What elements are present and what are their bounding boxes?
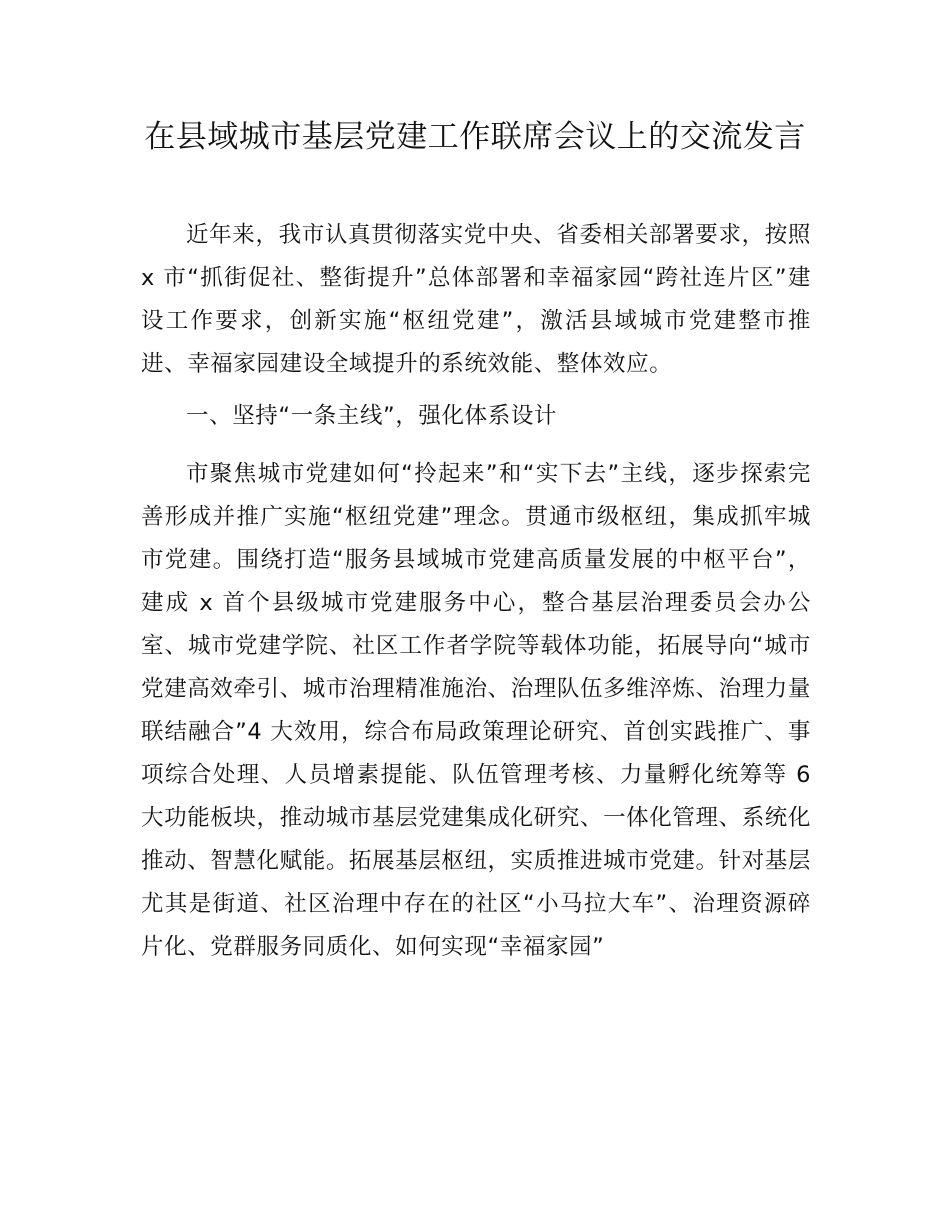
section-heading: 一、坚持“一条主线”，强化体系设计 <box>186 403 558 429</box>
document-title: 在县域城市基层党建工作联席会议上的交流发言 <box>144 119 806 155</box>
body-paragraph: 市聚焦城市党建如何“拎起来”和“实下去”主线，逐步探索完善形成并推广实施“枢纽党建”理念。贯通市级枢纽，集成抓牢城市党建。围绕打造“服务县域城市党建高质量发展的中枢平台”，建成 x 首个县级城市党建服务中心，整合基层治理委员会办公室、城市党建学院、社区工作者学院等载体功能，拓展导向“城市党建高效牵引、城市治理精准施治、治理队伍多维淬炼、治理力量联结融合”4 大效用，综合布局政策理论研究、首创实践推广、事项综合处理、人员增素提能、队伍管理考核、力量孵化统筹等 6 大功能板块，推动城市基层党建集成化研究、一体化管理、系统化推动、智慧化赋能。拓展基层枢纽，实质推进城市党建。针对基层尤其是街道、社区治理中存在的社区“小马拉大车”、治理资源碎片化、党群服务同质化、如何实现“幸福家园” <box>141 461 811 960</box>
intro-paragraph: 近年来，我市认真贯彻落实党中央、省委相关部署要求，按照 x 市“抓街促社、整街提升”总体部署和幸福家园“跨社连片区”建设工作要求，创新实施“枢纽党建”，激活县域城市党建整市推进、幸福家园建设全域提升的系统效能、整体效应。 <box>141 222 811 377</box>
